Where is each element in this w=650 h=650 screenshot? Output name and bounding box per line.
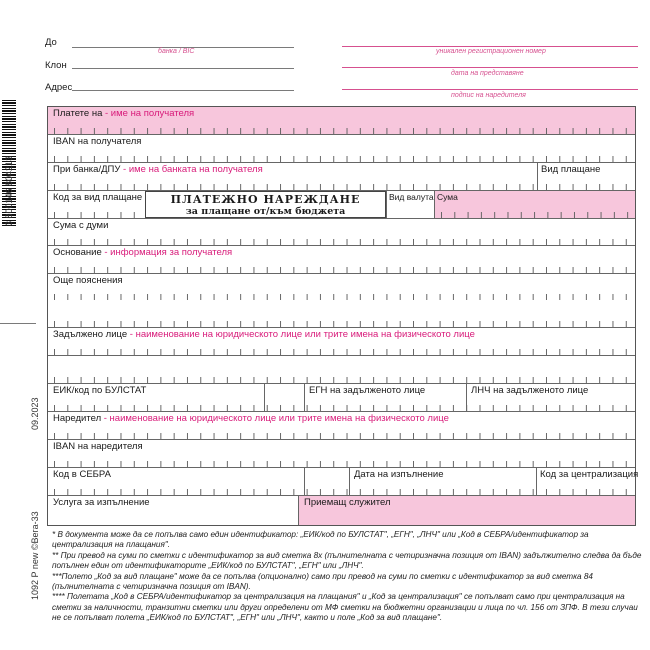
bank-hint: - име на банката на получателя — [120, 164, 263, 175]
divider — [349, 468, 350, 495]
form-title-main: ПЛАТЕЖНО НАРЕЖДАНЕ — [170, 193, 361, 206]
char-ticks — [48, 212, 138, 218]
obliged-person-label: Задължено лице - наименование на юридическото лице или трите имена на физическото лице — [53, 329, 475, 340]
iban-payee-label: IBAN на получателя — [53, 136, 142, 147]
date-hint: дата на представяне — [451, 70, 524, 77]
eik-label: ЕИК/код по БУЛСТАТ — [53, 385, 147, 396]
ids-row — [48, 384, 635, 412]
obliged-person-field[interactable] — [48, 328, 635, 356]
payer-field[interactable] — [48, 412, 635, 440]
form-title-sub: за плащане от/към бюджета — [185, 206, 346, 217]
char-ticks — [48, 349, 635, 355]
execution-date-label: Дата на изпълнение — [354, 469, 444, 480]
char-ticks — [435, 212, 635, 218]
form-title — [145, 191, 386, 218]
centralization-code-label: Код за централизация — [540, 469, 639, 480]
footnote-3: ***Полето „Код за вид плащане" може да се попълва (опционално) само при превод на суми по сметки с идентификатор за вид сметка 84 (пълнителната с четиризначна позиция от IBAN). — [52, 571, 593, 592]
payment-type-label: Вид плащане — [541, 164, 601, 175]
form-code: 1092 P new ©Вега-33 — [30, 511, 40, 600]
amount-words-field[interactable] — [48, 219, 635, 246]
iban-payee-field[interactable] — [48, 135, 635, 163]
char-ticks — [48, 156, 635, 162]
divider — [537, 163, 538, 190]
amount-words-label: Сума с думи — [53, 220, 109, 231]
reason-label: Основание - информация за получателя — [53, 247, 233, 258]
char-ticks — [48, 239, 635, 245]
amount-field[interactable] — [435, 191, 635, 218]
footnote-1: * В документа може да се попълва само един идентификатор: „ЕИК/код по БУЛСТАТ", „ЕГН", „ЛНЧ" или „Код в СЕБРА/идентификатор за централизация на плащания". — [52, 530, 589, 550]
code-row — [48, 191, 635, 219]
payer-label: Наредител - наименование на юридическото лице или трите имена на физическото лице — [53, 413, 449, 424]
obliged-person-field-cont[interactable] — [48, 356, 635, 384]
footnotes — [52, 530, 642, 624]
char-ticks — [48, 433, 635, 439]
edition-date: 09.2023 — [30, 397, 40, 430]
payer-hint: - наименование на юридическото лице или трите имена на физическото лице — [101, 413, 449, 424]
service-row — [48, 496, 635, 525]
payee-field[interactable] — [48, 107, 635, 135]
payee-hint: - име на получателя — [102, 108, 195, 119]
branch-line[interactable] — [72, 68, 294, 69]
execution-service-label: Услуга за изпълнение — [53, 497, 150, 508]
divider — [304, 468, 305, 495]
amount-label: Сума — [437, 192, 458, 202]
ids-inputs[interactable] — [48, 405, 635, 411]
divider — [386, 191, 387, 218]
payee-label: Платете на - име на получателя — [53, 108, 195, 119]
signature-line[interactable] — [342, 89, 638, 90]
char-ticks — [48, 128, 635, 134]
address-line[interactable] — [72, 90, 294, 91]
address-label: Адрес — [45, 82, 73, 93]
divider — [466, 384, 467, 411]
divider — [536, 468, 537, 495]
footnote-2: ** При превод на суми по сметки с идентификатор за вид сметка 8х (пълнителната с четиризначна позиция от IBAN) задължително следва да бъде попълнен един от идентификаторите „ЕИК/код по БУЛСТАТ", „ЕГН" или „ЛНЧ". — [52, 550, 642, 571]
char-ticks — [48, 321, 635, 327]
char-ticks — [48, 267, 635, 273]
char-ticks — [48, 461, 635, 467]
reason-field[interactable] — [48, 246, 635, 274]
bank-label: При банка/ДПУ - име на банката на получателя — [53, 164, 263, 175]
bank-field[interactable] — [48, 163, 635, 191]
sebra-inputs[interactable] — [48, 489, 635, 495]
currency-label: Вид валута — [389, 192, 434, 202]
divider — [264, 384, 265, 411]
char-ticks — [48, 184, 635, 190]
divider — [304, 384, 305, 411]
sebra-code-label: Код в СЕБРА — [53, 469, 111, 480]
signature-hint: подпис на наредителя — [451, 92, 526, 99]
char-ticks — [48, 377, 635, 383]
iban-payer-field[interactable] — [48, 440, 635, 468]
egn-label: ЕГН на задълженото лице — [309, 385, 426, 396]
to-label: До — [45, 37, 57, 48]
payment-code-label: Код за вид плащане — [53, 192, 143, 203]
footnote-4: **** Полетата „Код в СЕБРА/идентификатор за централизация на плащания" и „Код за централизация" се попълват само при централизация на сметки за наличности, транзитни сметки или други определени от МФ сметки на бюджетни организации и лица по чл. 156 от ЗПФ. В тези случаи не се попълват полета „ЕИК/код по БУЛСТАТ", „ЕГН" или „ЛНЧ", както и поле „Код за вид плащане". — [52, 592, 638, 623]
branch-label: Клон — [45, 60, 67, 71]
reg-num-hint: уникален регистрационен номер — [436, 48, 546, 55]
reg-num-line[interactable] — [342, 46, 638, 47]
receiving-officer-label: Приемащ служител — [304, 497, 391, 508]
date-line[interactable] — [342, 67, 638, 68]
receiving-officer-field[interactable] — [299, 496, 635, 525]
bank-bic-hint: банка / BIC — [158, 48, 195, 55]
obliged-person-hint: - наименование на юридическото лице или трите имена на физическото лице — [127, 329, 475, 340]
barcode-number: 3 800146 804213 — [4, 155, 14, 226]
fold-mark — [0, 323, 36, 324]
more-info-label: Още пояснения — [53, 275, 123, 286]
lnch-label: ЛНЧ на задълженото лице — [471, 385, 589, 396]
more-info-field[interactable] — [48, 274, 635, 328]
reason-hint: - информация за получателя — [101, 247, 233, 258]
char-ticks — [48, 294, 635, 300]
payment-order-form — [47, 106, 639, 526]
sebra-row — [48, 468, 639, 496]
iban-payer-label: IBAN на наредителя — [53, 441, 143, 452]
